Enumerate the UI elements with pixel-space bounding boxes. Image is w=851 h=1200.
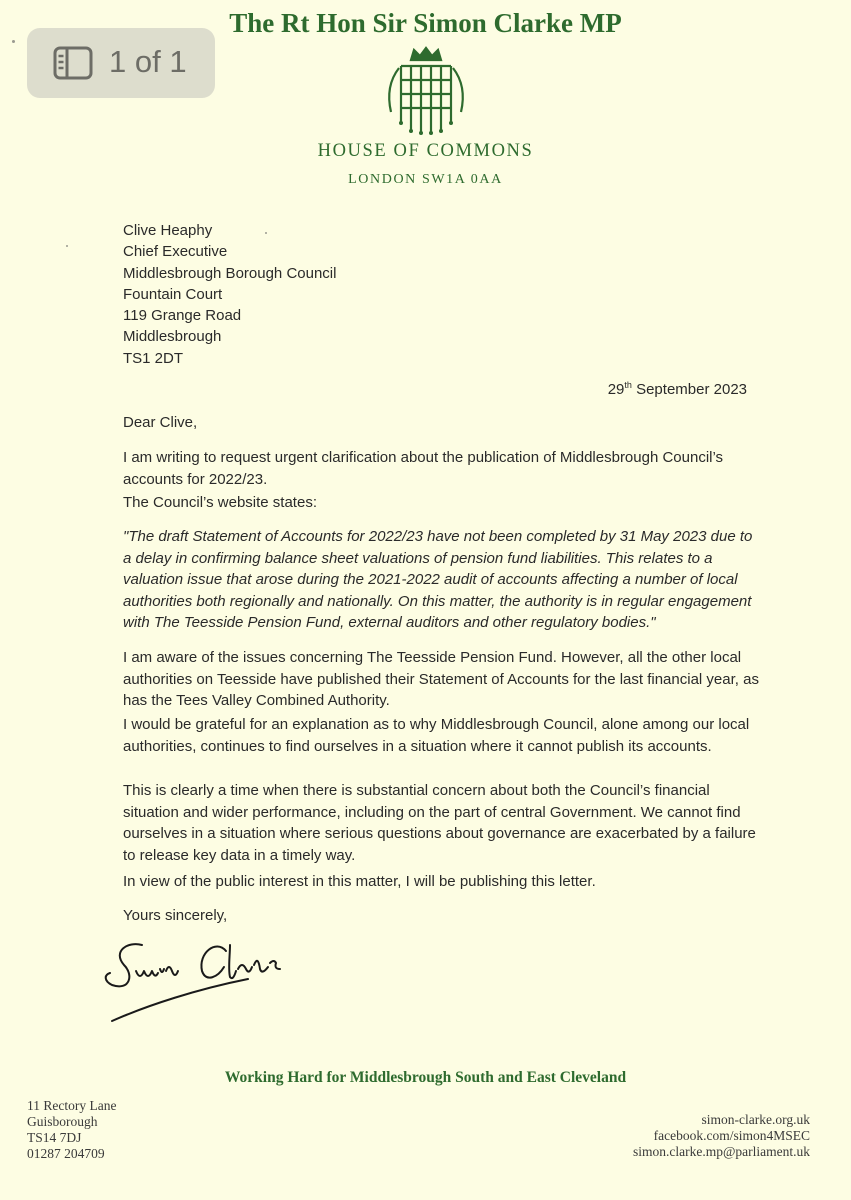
date-rest: September 2023 [631, 381, 747, 398]
page-counter-label: 1 of 1 [109, 44, 187, 79]
page-counter[interactable] [27, 28, 215, 98]
website-link: simon-clarke.org.uk [701, 1112, 810, 1127]
recipient-line: Middlesbrough [123, 328, 222, 346]
email-link: simon.clarke.mp@parliament.uk [632, 1144, 810, 1159]
letterhead-address: LONDON SW1A 0AA [348, 172, 503, 187]
portcullis-icon [371, 46, 481, 140]
footer-tagline: Working Hard for Middlesbrough South and East Cleveland [224, 1069, 627, 1086]
recipient-line: 119 Grange Road [123, 307, 242, 325]
closing: Yours sincerely, [123, 907, 228, 924]
paragraph-6: In view of the public interest in this matter, I will be publishing this letter. [123, 873, 596, 890]
scan-speck [66, 245, 68, 247]
facebook-link: facebook.com/simon4MSEC [653, 1128, 810, 1143]
paragraph-4: I would be grateful for an explanation as to why Middlesbrough Council, alone among our local authorities, continues to find ourselves in a situation where it cannot publish its accounts. [123, 716, 750, 755]
signature [98, 935, 288, 1025]
scan-speck [12, 40, 15, 43]
mp-name: The Rt Hon Sir Simon Clarke MP [229, 8, 622, 38]
paragraph-5: This is clearly a time when there is substantial concern about both the Council’s financial situation and wider performance, including on the part of central Government. We cannot find ourselves in a situation where serious questions about governance are exacerbated by a failure to release key data in a timely way. [123, 782, 756, 864]
house-of-commons-heading: HOUSE OF COMMONS [317, 141, 534, 161]
paragraph-3: I am aware of the issues concerning The Teesside Pension Fund. However, all the other local authorities on Teesside have published their Statement of Accounts for the last financial year, as has the Tees Valley Combined Authority. [123, 649, 759, 709]
date-suffix: th [624, 380, 632, 390]
recipient-line: Chief Executive [123, 243, 228, 261]
website-quote: "The draft Statement of Accounts for 2022/23 have not been completed by 31 May 2023 due to a delay in confirming balance sheet valuations of pension fund liabilities. This relates to a valuation issue that arose during the 2021-2022 audit of accounts affecting a number of local authorities both regionally and nationally. On this matter, the authority is in regular engagement with The Teesside Pension Fund, external auditors and other regulatory bodies." [123, 528, 753, 631]
paragraph-1: I am writing to request urgent clarification about the publication of Middlesbrough Council’s accounts for 2022/23. [123, 449, 724, 488]
salutation: Dear Clive, [123, 414, 198, 431]
sidebar-toggle-icon[interactable] [53, 46, 93, 80]
contact-links [633, 1112, 810, 1160]
letter-date [608, 380, 747, 398]
date-day: 29 [607, 381, 625, 398]
paragraph-2: The Council’s website states: [123, 494, 317, 511]
recipient-line: TS1 2DT [123, 349, 184, 367]
recipient-line: Fountain Court [123, 285, 223, 303]
recipient-line: Clive Heaphy [123, 222, 213, 239]
footer-line: TS14 7DJ [27, 1130, 82, 1145]
recipient-address [123, 220, 336, 369]
footer-line: 01287 204709 [27, 1146, 105, 1161]
footer-line: 11 Rectory Lane [27, 1098, 117, 1113]
constituency-address [27, 1098, 116, 1162]
footer-line: Guisborough [27, 1114, 98, 1129]
recipient-line: Middlesbrough Borough Council [123, 264, 337, 282]
